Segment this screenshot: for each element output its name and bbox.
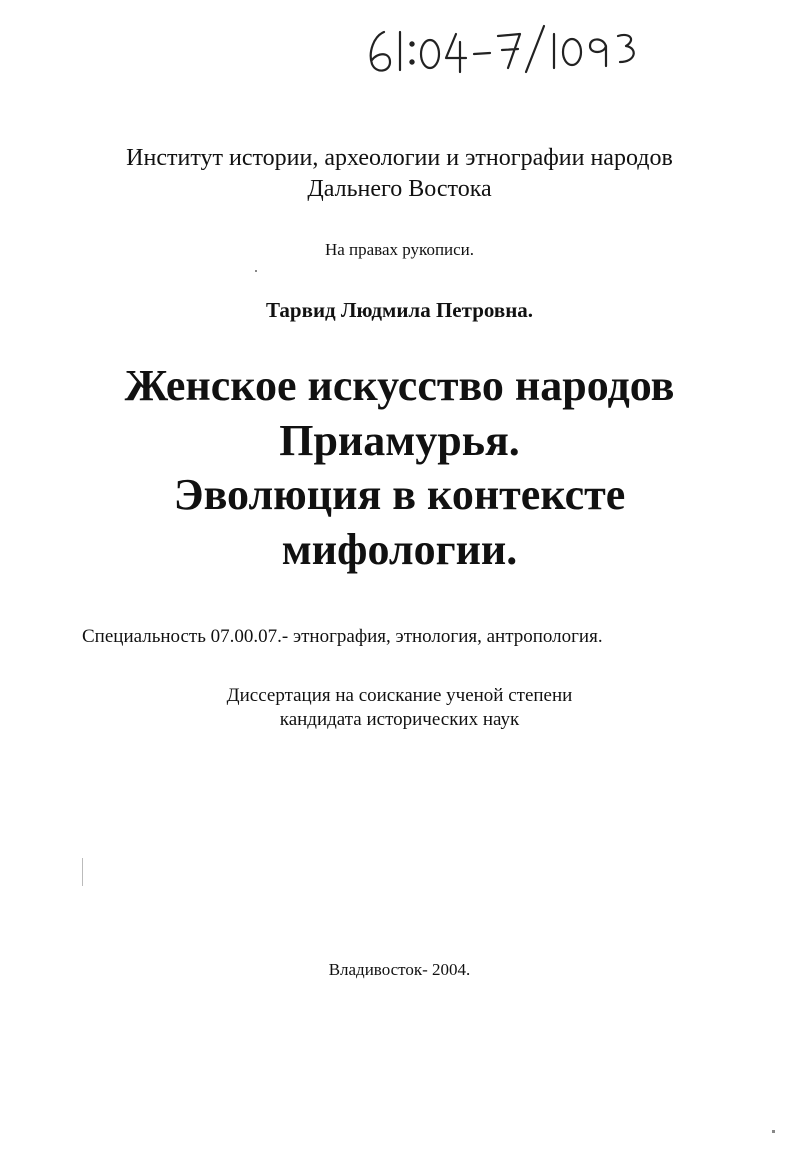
scan-speck <box>255 270 257 272</box>
scan-speck <box>772 1130 775 1133</box>
scan-speck <box>82 858 83 886</box>
manuscript-note: На правах рукописи. <box>324 240 475 259</box>
dissertation-title-line-1: Женское искусство народов <box>124 361 675 410</box>
city-year: Владивосток- 2004. <box>328 960 471 979</box>
handwritten-archive-mark <box>360 18 660 78</box>
dissertation-degree-line-1: Диссертация на соискание ученой степени <box>226 685 573 706</box>
dissertation-degree-line-2: кандидата исторических наук <box>279 709 520 730</box>
dissertation-title-line-3: Эволюция в контексте <box>173 470 626 519</box>
specialty-line: Специальность 07.00.07.- этнография, этнология, антропология. <box>82 626 603 647</box>
dissertation-title-line-2: Приамурья. <box>279 416 520 465</box>
institute-name-line-1: Институт истории, археологии и этнографии народов <box>126 145 673 171</box>
institute-name-line-2: Дальнего Востока <box>307 176 492 202</box>
dissertation-title-line-4: мифологии. <box>281 525 518 574</box>
author-name: Тарвид Людмила Петровна. <box>265 298 534 322</box>
